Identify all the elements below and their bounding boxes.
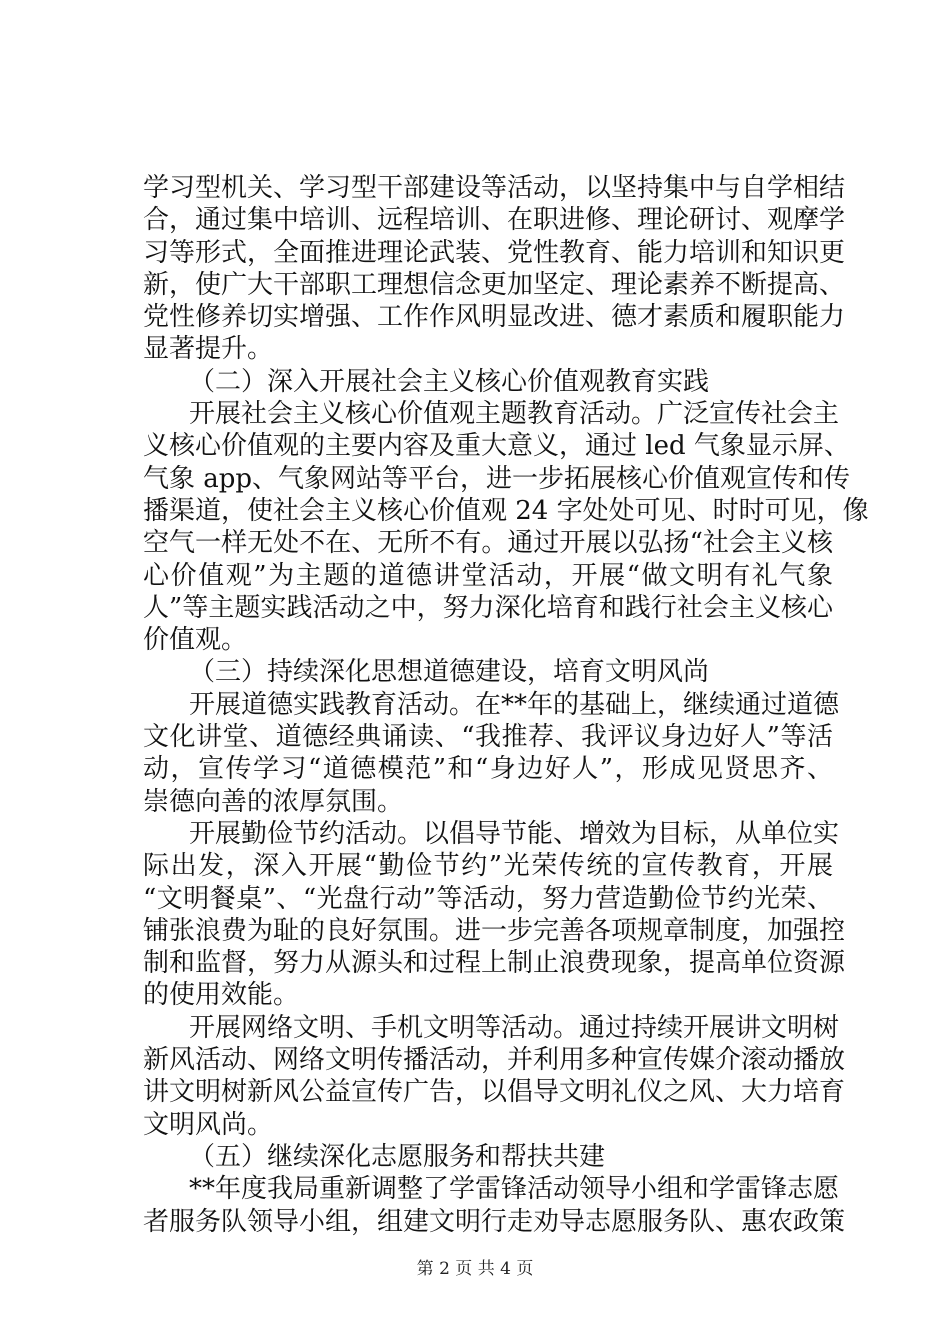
text-line: 文明风尚。 <box>143 1109 274 1140</box>
text-line: 开展勤俭节约活动。以倡导节能、增效为目标，从单位实 <box>189 818 840 849</box>
page-footer <box>0 1258 950 1280</box>
document-body <box>143 172 869 1238</box>
text-line: 人”等主题实践活动之中，努力深化培育和践行社会主义核心 <box>143 592 833 623</box>
text-line: 新，使广大干部职工理想信念更加坚定、理论素养不断提高、 <box>143 269 846 300</box>
text-line: （二）深入开展社会主义核心价值观教育实践 <box>189 366 710 397</box>
text-line: 习等形式，全面推进理论武装、党性教育、能力培训和知识更 <box>143 237 846 268</box>
text-line: 崇德向善的浓厚氛围。 <box>143 786 404 817</box>
document-lines <box>143 172 869 1238</box>
text-line: 党性修养切实增强、工作作风明显改进、德才素质和履职能力 <box>143 302 846 333</box>
text-line: 铺张浪费为耻的良好氛围。进一步完善各项规章制度，加强控 <box>143 915 846 946</box>
text-line: **年度我局重新调整了学雷锋活动领导小组和学雷锋志愿 <box>189 1174 840 1205</box>
text-line: 空气一样无处不在、无所不有。通过开展以弘扬“社会主义核 <box>143 528 833 559</box>
text-line: （三）持续深化思想道德建设，培育文明风尚 <box>189 657 710 688</box>
text-line: 际出发，深入开展“勤俭节约”光荣传统的宣传教育，开展 <box>143 851 833 882</box>
text-line: 者服务队领导小组，组建文明行走劝导志愿服务队、惠农政策 <box>143 1206 846 1237</box>
text-line: 文化讲堂、道德经典诵读、“我推荐、我评议身边好人”等活 <box>143 722 833 753</box>
text-line: 价值观。 <box>143 625 248 656</box>
text-line: “文明餐桌”、“光盘行动”等活动，努力营造勤俭节约光荣、 <box>143 883 833 914</box>
text-line: （五）继续深化志愿服务和帮扶共建 <box>189 1141 606 1172</box>
text-line: 学习型机关、学习型干部建设等活动，以坚持集中与自学相结 <box>143 173 846 203</box>
text-line: 新风活动、网络文明传播活动，并利用多种宣传媒介滚动播放 <box>143 1045 846 1076</box>
text-line: 义核心价值观的主要内容及重大意义，通过 led 气象显示屏、 <box>143 431 850 462</box>
text-line: 讲文明树新风公益宣传广告，以倡导文明礼仪之风、大力培育 <box>143 1077 846 1108</box>
text-line: 动，宣传学习“道德模范”和“身边好人”，形成见贤思齐、 <box>143 754 833 785</box>
text-line: 的使用效能。 <box>143 980 300 1011</box>
text-line: 制和监督，努力从源头和过程上制止浪费现象，提高单位资源 <box>143 948 846 979</box>
text-line: 心价值观”为主题的道德讲堂活动，开展“做文明有礼气象 <box>143 560 833 591</box>
text-line: 开展道德实践教育活动。在**年的基础上，继续通过道德 <box>189 689 840 720</box>
page-number-label: 第 2 页 共 4 页 <box>416 1259 534 1279</box>
text-line: 气象 app、气象网站等平台，进一步拓展核心价值观宣传和传 <box>143 463 851 494</box>
text-line: 合，通过集中培训、远程培训、在职进修、理论研讨、观摩学 <box>143 205 846 236</box>
text-line: 开展网络文明、手机文明等活动。通过持续开展讲文明树 <box>189 1012 840 1043</box>
text-line: 显著提升。 <box>143 334 274 365</box>
text-line: 播渠道，使社会主义核心价值观 24 字处处可见、时时可见，像 <box>143 495 869 526</box>
text-line: 开展社会主义核心价值观主题教育活动。广泛宣传社会主 <box>189 399 840 430</box>
